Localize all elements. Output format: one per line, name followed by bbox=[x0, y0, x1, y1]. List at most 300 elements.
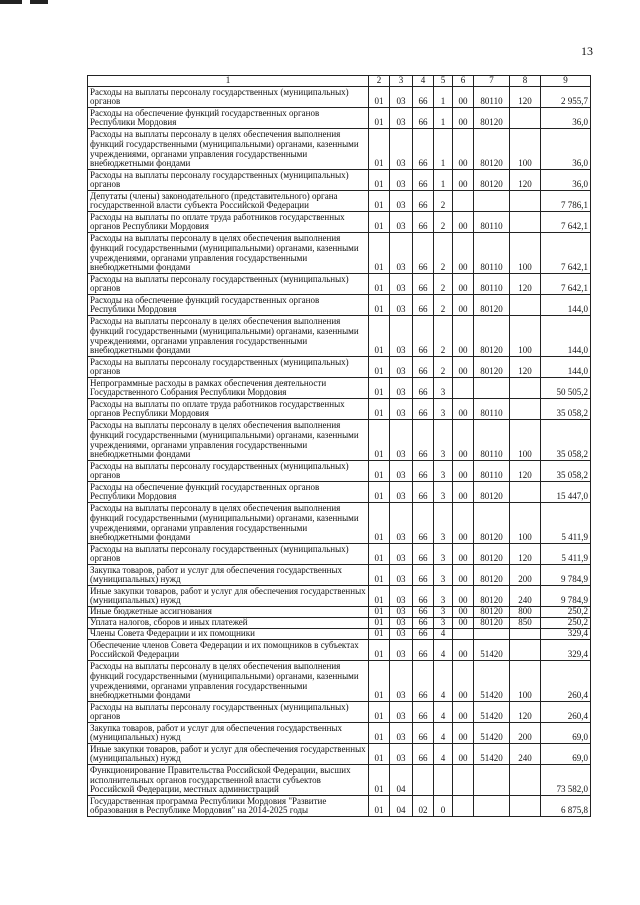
code-cell: 2 bbox=[434, 274, 453, 295]
code-cell: 00 bbox=[453, 640, 474, 661]
table-row bbox=[88, 420, 591, 461]
code-cell: 100 bbox=[510, 233, 541, 274]
table-row bbox=[88, 274, 591, 295]
amount-cell: 15 447,0 bbox=[541, 482, 591, 503]
code-cell: 00 bbox=[453, 295, 474, 316]
code-cell: 00 bbox=[453, 316, 474, 357]
code-cell: 66 bbox=[413, 586, 434, 607]
code-cell: 03 bbox=[390, 640, 413, 661]
table-row bbox=[88, 87, 591, 108]
code-cell: 00 bbox=[453, 170, 474, 191]
table-row bbox=[88, 461, 591, 482]
code-cell bbox=[453, 191, 474, 212]
code-cell: 01 bbox=[369, 618, 390, 629]
row-name-cell: Обеспечение членов Совета Федерации и их помощников в субъектах Российской Федерации bbox=[88, 640, 369, 661]
code-cell: 03 bbox=[390, 544, 413, 565]
amount-cell: 35 058,2 bbox=[541, 399, 591, 420]
code-cell: 03 bbox=[390, 399, 413, 420]
code-cell: 100 bbox=[510, 661, 541, 702]
code-cell: 120 bbox=[510, 274, 541, 295]
row-name-cell: Иные бюджетные ассигнования bbox=[88, 607, 369, 618]
code-cell: 51420 bbox=[474, 661, 510, 702]
code-cell: 01 bbox=[369, 723, 390, 744]
code-cell: 01 bbox=[369, 629, 390, 640]
row-name-cell: Иные закупки товаров, работ и услуг для обеспечения государственных (муниципальных) нужд bbox=[88, 744, 369, 765]
code-cell: 01 bbox=[369, 378, 390, 399]
column-header: 9 bbox=[541, 76, 591, 87]
code-cell: 66 bbox=[413, 378, 434, 399]
code-cell: 66 bbox=[413, 544, 434, 565]
code-cell: 850 bbox=[510, 618, 541, 629]
code-cell bbox=[510, 796, 541, 817]
code-cell: 120 bbox=[510, 170, 541, 191]
code-cell: 240 bbox=[510, 586, 541, 607]
code-cell: 04 bbox=[390, 765, 413, 796]
code-cell: 66 bbox=[413, 661, 434, 702]
amount-cell: 36,0 bbox=[541, 129, 591, 170]
table-row bbox=[88, 629, 591, 640]
table-row bbox=[88, 170, 591, 191]
row-name-cell: Непрограммные расходы в рамках обеспечения деятельности Государственного Собрания Республики Мордовия bbox=[88, 378, 369, 399]
code-cell: 80120 bbox=[474, 482, 510, 503]
table-row bbox=[88, 316, 591, 357]
code-cell: 4 bbox=[434, 702, 453, 723]
table-row bbox=[88, 129, 591, 170]
code-cell: 100 bbox=[510, 420, 541, 461]
code-cell: 66 bbox=[413, 503, 434, 544]
code-cell: 01 bbox=[369, 191, 390, 212]
code-cell: 03 bbox=[390, 274, 413, 295]
code-cell bbox=[510, 640, 541, 661]
code-cell: 00 bbox=[453, 461, 474, 482]
row-name-cell: Расходы на выплаты персоналу в целях обеспечения выполнения функций государственными (муниципальными) органами, казенными учреждениями, органами управления государственными внебюджетными фондами bbox=[88, 420, 369, 461]
code-cell: 00 bbox=[453, 482, 474, 503]
amount-cell: 7 642,1 bbox=[541, 233, 591, 274]
code-cell: 66 bbox=[413, 108, 434, 129]
row-name-cell: Расходы на выплаты персоналу в целях обеспечения выполнения функций государственными (муниципальными) органами, казенными учреждениями, органами управления государственными внебюджетными фондами bbox=[88, 661, 369, 702]
table-row bbox=[88, 796, 591, 817]
code-cell: 2 bbox=[434, 191, 453, 212]
code-cell: 03 bbox=[390, 629, 413, 640]
code-cell: 80120 bbox=[474, 295, 510, 316]
code-cell: 66 bbox=[413, 744, 434, 765]
code-cell: 3 bbox=[434, 544, 453, 565]
code-cell bbox=[474, 765, 510, 796]
code-cell: 03 bbox=[390, 191, 413, 212]
code-cell: 100 bbox=[510, 129, 541, 170]
table-row bbox=[88, 191, 591, 212]
code-cell: 00 bbox=[453, 586, 474, 607]
code-cell: 00 bbox=[453, 233, 474, 274]
code-cell: 00 bbox=[453, 565, 474, 586]
code-cell bbox=[510, 212, 541, 233]
code-cell: 01 bbox=[369, 765, 390, 796]
budget-table bbox=[87, 75, 591, 817]
code-cell: 01 bbox=[369, 295, 390, 316]
code-cell: 1 bbox=[434, 129, 453, 170]
amount-cell: 6 875,8 bbox=[541, 796, 591, 817]
code-cell bbox=[510, 191, 541, 212]
code-cell: 200 bbox=[510, 565, 541, 586]
column-header: 5 bbox=[434, 76, 453, 87]
code-cell: 04 bbox=[390, 796, 413, 817]
code-cell: 00 bbox=[453, 723, 474, 744]
code-cell: 01 bbox=[369, 420, 390, 461]
code-cell bbox=[413, 765, 434, 796]
code-cell bbox=[453, 796, 474, 817]
code-cell: 2 bbox=[434, 316, 453, 357]
code-cell: 3 bbox=[434, 461, 453, 482]
table-row bbox=[88, 618, 591, 629]
table-row bbox=[88, 482, 591, 503]
code-cell: 80110 bbox=[474, 233, 510, 274]
code-cell: 00 bbox=[453, 87, 474, 108]
code-cell: 00 bbox=[453, 661, 474, 702]
code-cell: 03 bbox=[390, 723, 413, 744]
code-cell: 01 bbox=[369, 274, 390, 295]
code-cell: 80120 bbox=[474, 544, 510, 565]
code-cell: 80120 bbox=[474, 108, 510, 129]
code-cell: 66 bbox=[413, 399, 434, 420]
code-cell: 03 bbox=[390, 295, 413, 316]
code-cell: 00 bbox=[453, 399, 474, 420]
code-cell: 03 bbox=[390, 482, 413, 503]
code-cell: 00 bbox=[453, 702, 474, 723]
amount-cell: 7 642,1 bbox=[541, 212, 591, 233]
column-header: 4 bbox=[413, 76, 434, 87]
code-cell: 01 bbox=[369, 357, 390, 378]
code-cell bbox=[510, 399, 541, 420]
code-cell: 01 bbox=[369, 661, 390, 702]
code-cell: 66 bbox=[413, 295, 434, 316]
table-body bbox=[88, 87, 591, 817]
code-cell: 03 bbox=[390, 129, 413, 170]
code-cell: 4 bbox=[434, 723, 453, 744]
code-cell: 01 bbox=[369, 461, 390, 482]
amount-cell: 144,0 bbox=[541, 295, 591, 316]
code-cell: 00 bbox=[453, 274, 474, 295]
code-cell: 3 bbox=[434, 607, 453, 618]
code-cell: 01 bbox=[369, 129, 390, 170]
column-header: 7 bbox=[474, 76, 510, 87]
code-cell bbox=[510, 765, 541, 796]
code-cell: 3 bbox=[434, 618, 453, 629]
table-row bbox=[88, 357, 591, 378]
code-cell: 01 bbox=[369, 640, 390, 661]
row-name-cell: Закупка товаров, работ и услуг для обеспечения государственных (муниципальных) нужд bbox=[88, 723, 369, 744]
code-cell: 00 bbox=[453, 420, 474, 461]
code-cell: 03 bbox=[390, 233, 413, 274]
code-cell: 1 bbox=[434, 170, 453, 191]
code-cell: 120 bbox=[510, 357, 541, 378]
code-cell: 01 bbox=[369, 482, 390, 503]
table-row bbox=[88, 378, 591, 399]
code-cell: 4 bbox=[434, 640, 453, 661]
code-cell: 03 bbox=[390, 378, 413, 399]
code-cell: 66 bbox=[413, 723, 434, 744]
code-cell: 200 bbox=[510, 723, 541, 744]
row-name-cell: Расходы на обеспечение функций государственных органов Республики Мордовия bbox=[88, 482, 369, 503]
code-cell: 100 bbox=[510, 503, 541, 544]
code-cell bbox=[453, 765, 474, 796]
code-cell: 00 bbox=[453, 129, 474, 170]
table-row bbox=[88, 607, 591, 618]
code-cell: 66 bbox=[413, 702, 434, 723]
table-row bbox=[88, 640, 591, 661]
code-cell: 80110 bbox=[474, 420, 510, 461]
code-cell: 3 bbox=[434, 420, 453, 461]
amount-cell: 329,4 bbox=[541, 640, 591, 661]
code-cell: 66 bbox=[413, 482, 434, 503]
code-cell: 66 bbox=[413, 461, 434, 482]
code-cell: 03 bbox=[390, 420, 413, 461]
column-header: 2 bbox=[369, 76, 390, 87]
amount-cell: 9 784,9 bbox=[541, 586, 591, 607]
code-cell: 01 bbox=[369, 212, 390, 233]
code-cell: 3 bbox=[434, 586, 453, 607]
table-row bbox=[88, 723, 591, 744]
table-row bbox=[88, 744, 591, 765]
code-cell: 66 bbox=[413, 87, 434, 108]
code-cell: 3 bbox=[434, 503, 453, 544]
row-name-cell: Расходы на выплаты по оплате труда работников государственных органов Республики Мордовия bbox=[88, 212, 369, 233]
code-cell: 80120 bbox=[474, 170, 510, 191]
code-cell: 2 bbox=[434, 357, 453, 378]
code-cell: 80120 bbox=[474, 618, 510, 629]
row-name-cell: Функционирование Правительства Российской Федерации, высших исполнительных органов государственной власти субъектов Российской Федерации, местных администраций bbox=[88, 765, 369, 796]
code-cell: 80120 bbox=[474, 503, 510, 544]
code-cell: 01 bbox=[369, 87, 390, 108]
amount-cell: 5 411,9 bbox=[541, 544, 591, 565]
code-cell: 01 bbox=[369, 108, 390, 129]
column-header: 8 bbox=[510, 76, 541, 87]
code-cell bbox=[474, 796, 510, 817]
code-cell: 66 bbox=[413, 274, 434, 295]
code-cell: 80120 bbox=[474, 586, 510, 607]
code-cell: 120 bbox=[510, 544, 541, 565]
amount-cell: 35 058,2 bbox=[541, 461, 591, 482]
code-cell: 51420 bbox=[474, 640, 510, 661]
row-name-cell: Иные закупки товаров, работ и услуг для обеспечения государственных (муниципальных) нужд bbox=[88, 586, 369, 607]
code-cell: 03 bbox=[390, 565, 413, 586]
row-name-cell: Государственная программа Республики Мордовия "Развитие образования в Республике Мордовия" на 2014-2025 годы bbox=[88, 796, 369, 817]
row-name-cell: Расходы на выплаты персоналу в целях обеспечения выполнения функций государственными (муниципальными) органами, казенными учреждениями, органами управления государственными внебюджетными фондами bbox=[88, 316, 369, 357]
code-cell: 03 bbox=[390, 661, 413, 702]
code-cell: 0 bbox=[434, 796, 453, 817]
code-cell: 66 bbox=[413, 191, 434, 212]
row-name-cell: Расходы на выплаты персоналу государственных (муниципальных) органов bbox=[88, 274, 369, 295]
amount-cell: 36,0 bbox=[541, 170, 591, 191]
amount-cell: 144,0 bbox=[541, 316, 591, 357]
amount-cell: 7 786,1 bbox=[541, 191, 591, 212]
code-cell: 03 bbox=[390, 607, 413, 618]
code-cell: 01 bbox=[369, 702, 390, 723]
code-cell bbox=[510, 295, 541, 316]
row-name-cell: Расходы на выплаты персоналу государственных (муниципальных) органов bbox=[88, 461, 369, 482]
table-row bbox=[88, 702, 591, 723]
code-cell: 66 bbox=[413, 618, 434, 629]
code-cell: 01 bbox=[369, 233, 390, 274]
code-cell: 00 bbox=[453, 618, 474, 629]
row-name-cell: Члены Совета Федерации и их помощники bbox=[88, 629, 369, 640]
code-cell: 80110 bbox=[474, 87, 510, 108]
code-cell: 66 bbox=[413, 233, 434, 274]
amount-cell: 329,4 bbox=[541, 629, 591, 640]
code-cell: 4 bbox=[434, 744, 453, 765]
code-cell: 3 bbox=[434, 399, 453, 420]
code-cell: 80120 bbox=[474, 316, 510, 357]
code-cell: 01 bbox=[369, 399, 390, 420]
row-name-cell: Расходы на обеспечение функций государственных органов Республики Мордовия bbox=[88, 108, 369, 129]
table-row bbox=[88, 108, 591, 129]
code-cell: 00 bbox=[453, 357, 474, 378]
table-row bbox=[88, 503, 591, 544]
amount-cell: 69,0 bbox=[541, 744, 591, 765]
code-cell: 01 bbox=[369, 503, 390, 544]
code-cell bbox=[453, 378, 474, 399]
code-cell: 80120 bbox=[474, 607, 510, 618]
code-cell: 3 bbox=[434, 482, 453, 503]
column-header: 1 bbox=[88, 76, 369, 87]
amount-cell: 9 784,9 bbox=[541, 565, 591, 586]
code-cell: 03 bbox=[390, 212, 413, 233]
code-cell: 120 bbox=[510, 87, 541, 108]
amount-cell: 36,0 bbox=[541, 108, 591, 129]
amount-cell: 250,2 bbox=[541, 618, 591, 629]
code-cell: 4 bbox=[434, 629, 453, 640]
scan-mark-right bbox=[30, 0, 48, 4]
table-row bbox=[88, 399, 591, 420]
table-row bbox=[88, 565, 591, 586]
amount-cell: 250,2 bbox=[541, 607, 591, 618]
code-cell: 00 bbox=[453, 744, 474, 765]
amount-cell: 260,4 bbox=[541, 702, 591, 723]
table-row bbox=[88, 765, 591, 796]
code-cell: 2 bbox=[434, 233, 453, 274]
amount-cell: 73 582,0 bbox=[541, 765, 591, 796]
code-cell: 01 bbox=[369, 544, 390, 565]
code-cell bbox=[453, 629, 474, 640]
row-name-cell: Закупка товаров, работ и услуг для обеспечения государственных (муниципальных) нужд bbox=[88, 565, 369, 586]
code-cell bbox=[510, 108, 541, 129]
amount-cell: 5 411,9 bbox=[541, 503, 591, 544]
code-cell: 1 bbox=[434, 108, 453, 129]
code-cell: 2 bbox=[434, 295, 453, 316]
code-cell: 80110 bbox=[474, 212, 510, 233]
table-row bbox=[88, 661, 591, 702]
code-cell: 80120 bbox=[474, 357, 510, 378]
code-cell: 00 bbox=[453, 212, 474, 233]
row-name-cell: Расходы на выплаты персоналу в целях обеспечения выполнения функций государственными (муниципальными) органами, казенными учреждениями, органами управления государственными внебюджетными фондами bbox=[88, 503, 369, 544]
code-cell: 66 bbox=[413, 607, 434, 618]
code-cell: 66 bbox=[413, 640, 434, 661]
code-cell: 01 bbox=[369, 796, 390, 817]
code-cell: 120 bbox=[510, 702, 541, 723]
table-row bbox=[88, 586, 591, 607]
code-cell: 00 bbox=[453, 607, 474, 618]
amount-cell: 7 642,1 bbox=[541, 274, 591, 295]
code-cell bbox=[434, 765, 453, 796]
code-cell: 66 bbox=[413, 420, 434, 461]
code-cell: 66 bbox=[413, 212, 434, 233]
scan-mark-left bbox=[0, 0, 22, 4]
code-cell: 03 bbox=[390, 744, 413, 765]
header-row bbox=[88, 76, 591, 87]
code-cell: 80110 bbox=[474, 399, 510, 420]
amount-cell: 2 955,7 bbox=[541, 87, 591, 108]
row-name-cell: Расходы на выплаты персоналу государственных (муниципальных) органов bbox=[88, 544, 369, 565]
row-name-cell: Расходы на выплаты персоналу государственных (муниципальных) органов bbox=[88, 170, 369, 191]
table-row bbox=[88, 233, 591, 274]
code-cell bbox=[474, 629, 510, 640]
code-cell: 80120 bbox=[474, 565, 510, 586]
row-name-cell: Расходы на обеспечение функций государственных органов Республики Мордовия bbox=[88, 295, 369, 316]
code-cell: 00 bbox=[453, 108, 474, 129]
code-cell: 01 bbox=[369, 316, 390, 357]
code-cell: 1 bbox=[434, 87, 453, 108]
code-cell: 66 bbox=[413, 129, 434, 170]
code-cell: 80120 bbox=[474, 129, 510, 170]
code-cell bbox=[510, 482, 541, 503]
code-cell: 66 bbox=[413, 357, 434, 378]
page-number: 13 bbox=[581, 44, 593, 58]
code-cell: 80110 bbox=[474, 461, 510, 482]
code-cell: 120 bbox=[510, 461, 541, 482]
amount-cell: 69,0 bbox=[541, 723, 591, 744]
row-name-cell: Уплата налогов, сборов и иных платежей bbox=[88, 618, 369, 629]
column-header: 6 bbox=[453, 76, 474, 87]
table-row bbox=[88, 295, 591, 316]
code-cell: 02 bbox=[413, 796, 434, 817]
code-cell: 800 bbox=[510, 607, 541, 618]
code-cell: 00 bbox=[453, 503, 474, 544]
row-name-cell: Расходы на выплаты персоналу в целях обеспечения выполнения функций государственными (муниципальными) органами, казенными учреждениями, органами управления государственными внебюджетными фондами bbox=[88, 233, 369, 274]
code-cell: 03 bbox=[390, 503, 413, 544]
amount-cell: 144,0 bbox=[541, 357, 591, 378]
code-cell: 03 bbox=[390, 87, 413, 108]
code-cell: 01 bbox=[369, 744, 390, 765]
amount-cell: 260,4 bbox=[541, 661, 591, 702]
row-name-cell: Депутаты (члены) законодательного (представительного) органа государственной власти субъекта Российской Федерации bbox=[88, 191, 369, 212]
code-cell: 01 bbox=[369, 586, 390, 607]
code-cell bbox=[474, 191, 510, 212]
column-header: 3 bbox=[390, 76, 413, 87]
amount-cell: 35 058,2 bbox=[541, 420, 591, 461]
code-cell: 01 bbox=[369, 565, 390, 586]
code-cell: 66 bbox=[413, 565, 434, 586]
code-cell: 03 bbox=[390, 170, 413, 191]
code-cell: 03 bbox=[390, 357, 413, 378]
code-cell: 3 bbox=[434, 378, 453, 399]
code-cell: 51420 bbox=[474, 723, 510, 744]
code-cell: 00 bbox=[453, 544, 474, 565]
code-cell: 03 bbox=[390, 108, 413, 129]
code-cell bbox=[510, 378, 541, 399]
code-cell: 2 bbox=[434, 212, 453, 233]
code-cell: 240 bbox=[510, 744, 541, 765]
row-name-cell: Расходы на выплаты персоналу в целях обеспечения выполнения функций государственными (муниципальными) органами, казенными учреждениями, органами управления государственными внебюджетными фондами bbox=[88, 129, 369, 170]
code-cell: 03 bbox=[390, 316, 413, 357]
table-row bbox=[88, 212, 591, 233]
row-name-cell: Расходы на выплаты персоналу государственных (муниципальных) органов bbox=[88, 87, 369, 108]
code-cell: 03 bbox=[390, 618, 413, 629]
code-cell: 03 bbox=[390, 586, 413, 607]
code-cell: 01 bbox=[369, 607, 390, 618]
code-cell: 4 bbox=[434, 661, 453, 702]
code-cell: 03 bbox=[390, 461, 413, 482]
code-cell: 51420 bbox=[474, 702, 510, 723]
code-cell: 01 bbox=[369, 170, 390, 191]
